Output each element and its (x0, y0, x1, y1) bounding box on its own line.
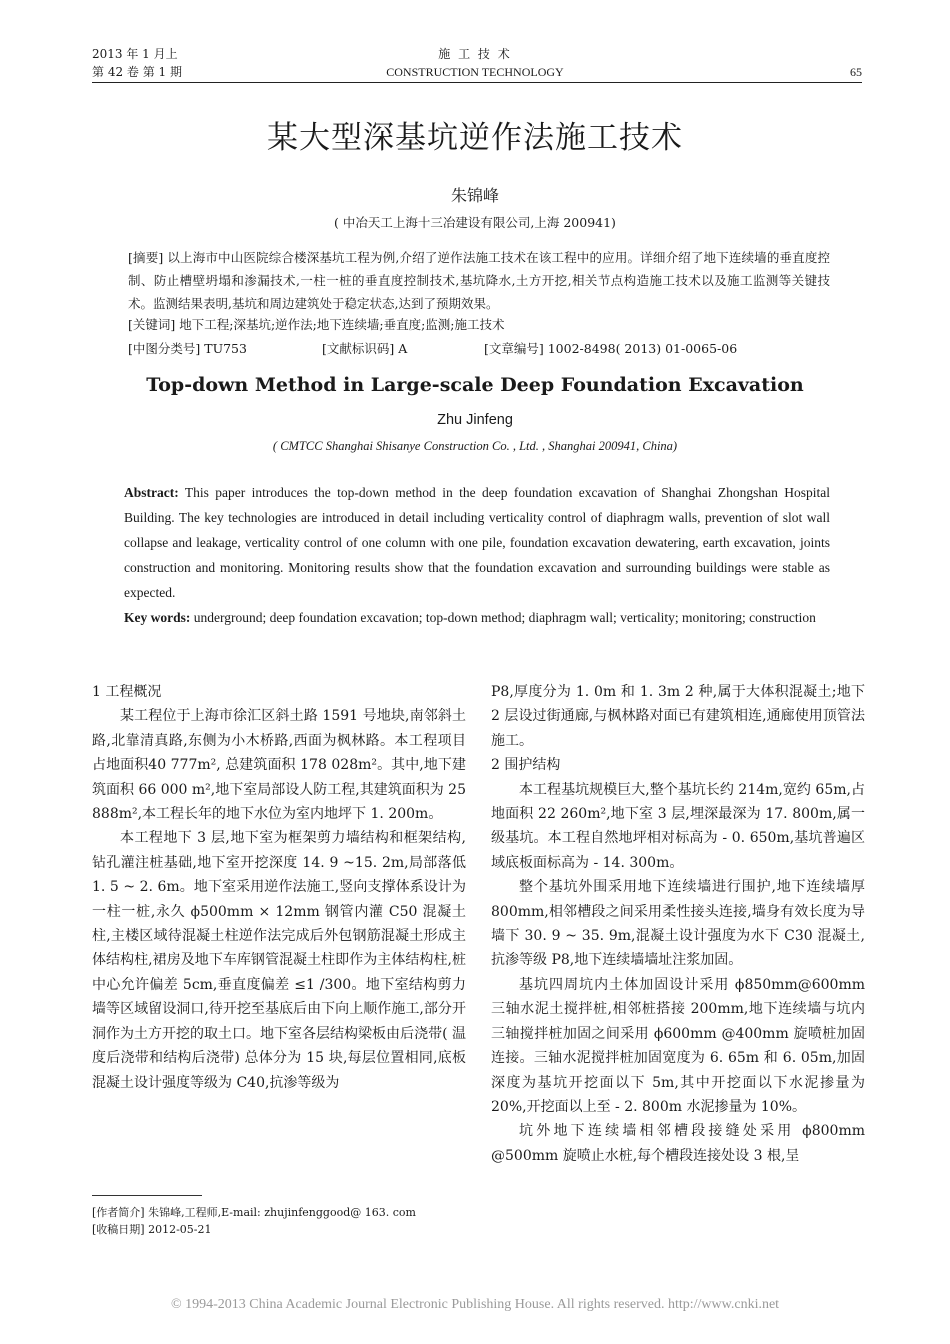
abstract-en-text: This paper introduces the top-down method in the deep foundation excavation of Shanghai Zhongshan Hospital Building. The key technologies are introduced in detail including verticality control of diaphragm walls, prevention of slot wall collapse and leakage, verticality control of one column with one pile, foundation excavation dewatering, earth excavation, joints construction and monitoring. Monitoring results show that the foundation excavation and surrounding buildings were stable as expected. (124, 485, 830, 600)
author-en: Zhu Jinfeng (437, 412, 513, 428)
section-2-paragraph-2: 整个基坑外围采用地下连续墙进行围护,地下连续墙厚 800mm,相邻槽段之间采用柔性接头连接,墙身有效长度为导墙下 30. 9 ~ 35. 9m,混凝土设计强度为水下 C30 混凝土,抗渗等级 P8,地下连续墙墙址注浆加固。 (491, 879, 865, 969)
section-1-heading: 1 工程概况 (92, 684, 162, 700)
abstract-cn: [摘要] 以上海市中山医院综合楼深基坑工程为例,介绍了逆作法施工技术在该工程中的应用。详细介绍了地下连续墙的垂直度控制、防止槽壁坍塌和渗漏技术,一柱一桩的垂直度控制技术,基坑降水,土方开挖,相关节点构造施工技术以及施工监测等关键技术。监测结果表明,基坑和周边建筑处于稳定状态,达到了预期效果。 (128, 250, 830, 311)
paper-title-en: Top-down Method in Large-scale Deep Foundation Excavation (146, 374, 804, 396)
article-number: [文章编号] 1002-8498( 2013) 01-0065-06 (484, 341, 738, 356)
body-column-right (491, 680, 865, 1168)
footnote-rule (92, 1195, 202, 1196)
section-2-paragraph-4: 坑外地下连续墙相邻槽段接缝处采用 ϕ800mm @500mm 旋喷止水桩,每个槽段连接处设 3 根,呈 (491, 1123, 865, 1164)
author-intro-footnote: [作者简介] 朱锦峰,工程师,E-mail: zhujinfenggood@ 163. com (92, 1206, 416, 1219)
section-2-paragraph-3: 基坑四周坑内土体加固设计采用 ϕ850mm@600mm 三轴水泥土搅拌桩,相邻桩搭接 200mm,地下连续墙与坑内三轴搅拌桩加固之间采用 ϕ600mm @400mm 旋喷桩加固连接。三轴水泥搅拌桩加固宽度为 6. 65m 和 6. 05m,加固深度为基坑开挖面以下 5m,其中开挖面以下水泥掺量为 20%,开挖面以上至 - 2. 800m 水泥掺量为 10%。 (491, 976, 865, 1115)
abstract-en-label: Abstract: (124, 485, 179, 500)
author-cn: 朱锦峰 (450, 186, 499, 205)
affiliation-en: ( CMTCC Shanghai Shisanye Construction Co. , Ltd. , Shanghai 200941, China) (272, 439, 678, 453)
section-2-heading: 2 围护结构 (491, 757, 561, 774)
page-number: 65 (850, 65, 862, 79)
section-1-paragraph-1: 某工程位于上海市徐汇区斜土路 1591 号地块,南邻斜土路,北靠清真路,东侧为小木桥路,西面为枫林路。本工程项目占地面积40 777m², 总建筑面积 178 028m²。其中,地下建筑面积 66 000 m²,地下室局部设人防工程,其建筑面积为 25 888m²,本工程长年的地下水位为室内地坪下 1. 200m。 (92, 708, 466, 823)
section-1-paragraph-2: 本工程地下 3 层,地下室为框架剪力墙结构和框架结构,钻孔灌注桩基础,地下室开挖深度 14. 9 ~15. 2m,局部落低 1. 5 ~ 2. 6m。地下室采用逆作法施工,竖向支撑体系设计为一柱一桩,永久 ϕ500mm × 12mm 钢管内灌 C50 混凝土柱,主楼区域待混凝土柱逆作法完成后外包钢筋混凝土形成主体结构柱,裙房及地下车库钢管混凝土柱即作为主体结构柱,桩中心允许偏差 5cm,垂直度偏差 ≤1 /300。地下室结构剪力墙等区域留设洞口,待开挖至基底后由下向上顺作施工,部分开洞作为土方开挖的取土口。地下室各层结构梁板由后浇带( 温度后浇带和结构后浇带) 总体分为 15 块,每层位置相同,底板混凝土设计强度等级为 C40,抗渗等级为 (92, 830, 466, 1091)
affiliation-cn: ( 中冶天工上海十三冶建设有限公司,上海 200941) (334, 215, 616, 230)
keywords-en-label: Key words: (124, 610, 191, 625)
section-1-paragraph-2-continued: P8,厚度分为 1. 0m 和 1. 3m 2 种,属于大体积混凝土;地下 2 层设过街通廊,与枫林路对面已有建筑相连,通廊使用顶管法施工。 (491, 684, 865, 749)
section-2-paragraph-1: 本工程基坑规模巨大,整个基坑长约 214m,宽约 65m,占地面积 22 260m²,地下室 3 层,埋深最深为 17. 800m,属一级基坑。本工程自然地坪相对标高为 - 0. 650m,基坑普遍区域底板面标高为 - 14. 300m。 (491, 781, 865, 871)
keywords-cn: [关键词] 地下工程;深基坑;逆作法;地下连续墙;垂直度;监测;施工技术 (128, 317, 505, 332)
journal-name-en: CONSTRUCTION TECHNOLOGY (386, 65, 564, 79)
body-column-left (92, 680, 466, 1095)
volume-issue: 第 42 卷 第 1 期 (92, 65, 182, 79)
journal-name-cn: 施 工 技 术 (438, 47, 512, 61)
received-date-footnote: [收稿日期] 2012-05-21 (92, 1223, 212, 1236)
document-code: [文献标识码] A (322, 341, 408, 356)
issue-date: 2013 年 1 月上 (92, 47, 178, 61)
keywords-en (124, 605, 830, 630)
paper-title-cn: 某大型深基坑逆作法施工技术 (267, 120, 683, 156)
copyright-footer: © 1994-2013 China Academic Journal Electronic Publishing House. All rights reserved. http://www.cnki.net (170, 1297, 780, 1312)
abstract-en (124, 480, 830, 605)
header-rule (92, 82, 862, 83)
classification-number: [中图分类号] TU753 (128, 341, 247, 356)
keywords-en-text: underground; deep foundation excavation; top-down method; diaphragm wall; verticality; monitoring; construction (193, 610, 816, 625)
